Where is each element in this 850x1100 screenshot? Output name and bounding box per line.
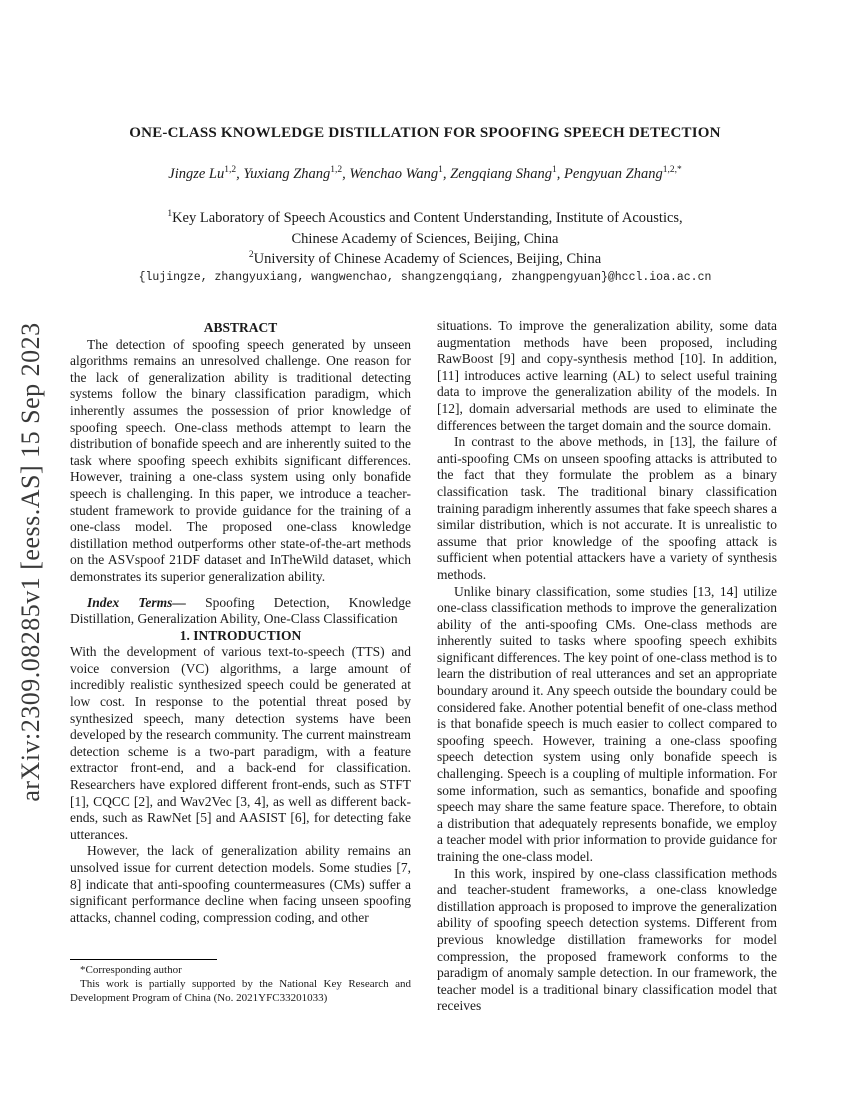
footnote-funding: This work is partially supported by the National Key Research and Development Program of China (No. 2021YFC33201033) bbox=[70, 977, 411, 1004]
footnote-rule bbox=[70, 959, 217, 960]
paragraph: In contrast to the above methods, in [13], the failure of anti-spoofing CMs on unseen spoofing attacks is attributed to the fact that they formulate the problem as a binary classification task. The traditional binary classification training paradigm inherently assumes that fake speech shares a similar distribution, which is not accurate. It is unrealistic to assume that prior knowledge of the spoofing attack is sufficient when potential attackers have a variety of synthesis methods. bbox=[437, 434, 777, 582]
author-emails: {lujingze, zhangyuxiang, wangwenchao, shangzengqiang, zhangpengyuan}@hccl.ioa.ac.cn bbox=[138, 271, 712, 284]
author-superscript: 1,2 bbox=[330, 165, 343, 176]
author-superscript: 1,2,* bbox=[662, 165, 682, 176]
author-superscript: 1 bbox=[552, 165, 557, 176]
index-terms bbox=[70, 595, 411, 628]
author-name: Yuxiang Zhang bbox=[243, 166, 331, 182]
author-line bbox=[55, 166, 795, 183]
paragraph: Unlike binary classification, some studies [13, 14] utilize one-class classification methods to improve the generalization ability of the anti-spoofing CMs. One-class methods are inherently suited to tasks where spoofing speech exhibits significant differences. The key point of one-class method is to learn the distribution of real utterances and set an appropriate boundary around it. Any speech outside the boundary could be considered fake. Another potential benefit of one-class method is that bonafide speech is much easier to collect compared to spoofing speech. However, training a one-class spoofing speech detection system using only bonafide speech is challenging. Speech is a coupling of multiple information. For some information, such as semantics, bonafide and spoofing speech may share the same feature space. Therefore, to obtain a distribution that adequately represents bonafide, we employ a teacher model with prior information to provide guidance for training the one-class model. bbox=[437, 583, 777, 864]
author-name: Wenchao Wang bbox=[349, 166, 439, 182]
index-terms-text: Spoofing Detection, Knowledge Distillation, Generalization Ability, One-Class Classification bbox=[70, 594, 411, 627]
affiliation-line bbox=[55, 208, 795, 229]
paragraph: situations. To improve the generalization ability, some data augmentation methods have been proposed, including RawBoost [9] and copy-synthesis method [10]. In addition, [11] introduces active learning (AL) to select useful training data to improve the generalization ability of the models. In [12], domain adversarial methods are used to eliminate the differences between the target domain and the source domain. bbox=[437, 318, 777, 433]
footnote-block bbox=[70, 959, 411, 1005]
paragraph: With the development of various text-to-speech (TTS) and voice conversion (VC) algorithms, a large amount of incredibly realistic synthesized speech could be generated at low cost. In response to the potential threat posed by synthesized speech, many detection systems have been developed by the research community. The current mainstream detection scheme is a two-part paradigm, with a feature extractor front-end, and a back-end for classification. Researchers have explored different front-ends, such as STFT [1], CQCC [2], and Wav2Vec [3, 4], as well as different back-ends, such as RawNet [5] and AASIST [6], for detecting fake utterances. bbox=[70, 644, 411, 842]
affiliation-text: Chinese Academy of Sciences, Beijing, China bbox=[291, 230, 559, 247]
footnote-corresponding-author: *Corresponding author bbox=[80, 964, 182, 976]
paper-title: ONE-CLASS KNOWLEDGE DISTILLATION FOR SPOOFING SPEECH DETECTION bbox=[129, 125, 721, 141]
affiliation-line bbox=[55, 249, 795, 270]
section-heading-introduction: 1. INTRODUCTION bbox=[179, 627, 302, 643]
index-terms-label: Index Terms— bbox=[87, 594, 186, 610]
paragraph: In this work, inspired by one-class classification methods and teacher-student frameworks, a one-class knowledge distillation approach is proposed to improve the generalization ability of spoofing speech detection systems. Different from previous knowledge distillation frameworks for model compression, the proposed framework conforms to the paradigm of anomaly sample detection. In our framework, the teacher model is a traditional binary classification model that receives bbox=[437, 865, 777, 1014]
right-column bbox=[437, 318, 777, 1040]
author-separator: , bbox=[442, 166, 451, 182]
arxiv-banner: arXiv:2309.08285v1 [eess.AS] 15 Sep 2023 bbox=[16, 322, 45, 802]
author-name: Jingze Lu bbox=[168, 166, 225, 182]
affiliation-text: Key Laboratory of Speech Acoustics and Content Understanding, Institute of Acoustics, bbox=[172, 210, 683, 226]
author-name: Zengqiang Shang bbox=[450, 166, 553, 182]
author-separator: , bbox=[556, 166, 565, 182]
author-name: Pengyuan Zhang bbox=[564, 166, 663, 182]
author-separator: , bbox=[342, 166, 350, 182]
abstract-text: The detection of spoofing speech generated by unseen algorithms remains an unresolved challenge. One reason for the lack of generalization ability is traditional detecting systems follow the binary classification paradigm, which inherently assumes the possession of prior knowledge of spoofing speech. One-class methods attempt to learn the distribution of bonafide speech and are inherently suited to the task where spoofing speech exhibits significant differences. However, training a one-class system using only bonafide speech is challenging. In this paper, we introduce a teacher-student framework to provide guidance for the training of a one-class model. The proposed one-class knowledge distillation method outperforms other state-of-the-art methods on the ASVspoof 21DF dataset and InTheWild dataset, which demonstrates its superior generalization ability. bbox=[70, 336, 411, 584]
affiliation-block bbox=[55, 208, 795, 270]
author-separator: , bbox=[236, 166, 244, 182]
author-superscript: 1 bbox=[438, 165, 443, 176]
author-superscript: 1,2 bbox=[224, 165, 237, 176]
abstract-heading: ABSTRACT bbox=[203, 320, 278, 335]
affiliation-superscript: 2 bbox=[248, 250, 254, 261]
affiliation-line bbox=[55, 229, 795, 250]
affiliation-superscript: 1 bbox=[167, 209, 173, 220]
left-column bbox=[70, 320, 411, 958]
affiliation-text: University of Chinese Academy of Sciences, Beijing, China bbox=[253, 251, 602, 267]
paragraph: However, the lack of generalization ability remains an unsolved issue for current detection models. Some studies [7, 8] indicate that anti-spoofing countermeasures (CMs) suffer a significant performance decline when facing unseen spoofing attacks, channel coding, compression coding, and other bbox=[70, 843, 411, 925]
